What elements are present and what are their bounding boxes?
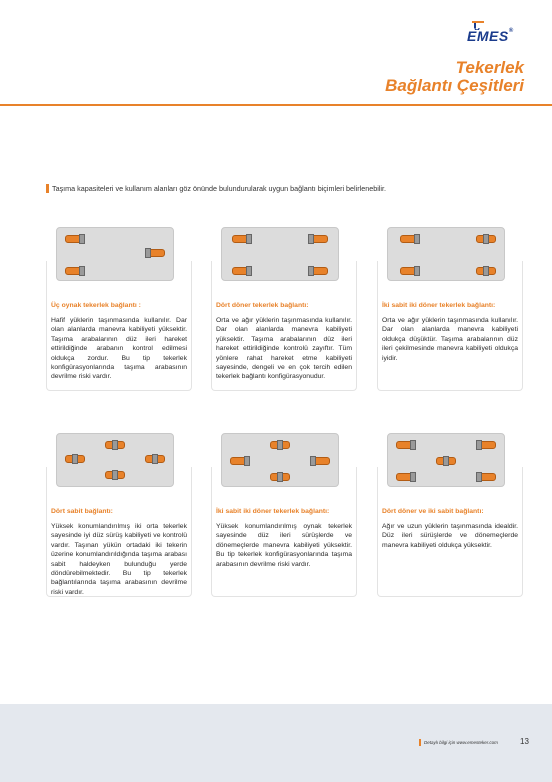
card-text: Hafif yüklerin taşınmasında kullanılır. Dar olan alanlarda manevra kabiliyeti yüksektir. Taşıma arabalarının düz ileri hareket ettirildiğinde arabanın kontrol edilmesi oldukça zordur. Bu tip tekerlek konfigürasyonlarında taşıma arabasının devrilme riski vardır.: [51, 317, 187, 381]
intro-text: Taşıma kapasiteleri ve kullanım alanları göz önünde bulundurularak uygun bağlantı biçimleri belirlenebilir.: [46, 184, 386, 193]
swivel-caster-icon: [232, 234, 252, 244]
card-heading: İki sabit iki döner tekerlek bağlantı:: [382, 302, 496, 309]
swivel-caster-icon: [65, 266, 85, 276]
card-heading: Dört sabit bağlantı:: [51, 508, 113, 515]
accent-bar: [419, 739, 421, 746]
title-line-1: Tekerlek: [455, 58, 524, 77]
cart-plate-diagram: [56, 433, 174, 487]
card-text: Yüksek konumlandırılmış iki orta tekerlek sayesinde iyi düz sürüş kabiliyeti ve kontrolü vardır. Taşınan yükün ortadaki iki tekerin üzerine konumlandırıldığında taşıma arabası sabit haldeyken bulunduğu yerde döndürebilmektedir. Bu tip tekerlek bağlantılarında taşıma arabasının devrilme riski vardır.: [51, 523, 187, 596]
swivel-caster-icon: [310, 456, 330, 466]
cart-plate-diagram: [387, 227, 505, 281]
cart-plate-diagram: [387, 433, 505, 487]
fixed-caster-icon: [476, 266, 496, 276]
page-title: [385, 59, 524, 95]
page-number: 13: [520, 737, 529, 746]
fixed-caster-icon: [436, 456, 456, 466]
swivel-caster-icon: [232, 266, 252, 276]
card-text: Ağır ve uzun yüklerin taşınmasında idealdir. Düz ileri sürüşlerde ve dönemeçlerde manevra kabiliyeti oldukça yüksektir.: [382, 523, 518, 549]
swivel-caster-icon: [145, 248, 165, 258]
card-text: Orta ve ağır yüklerin taşınmasında kullanılır. Dar olan alanlarda manevra kabiliyeti oldukça düşüktür. Taşıma arabalarının düz ileri çekilmesinde manevra kabiliyeti oldukça iyidir.: [382, 317, 518, 362]
title-divider: [0, 104, 552, 106]
card-heading: Dört döner tekerlek bağlantı:: [216, 302, 309, 309]
brand-wordmark: EMES®: [467, 28, 514, 44]
cart-plate-diagram: [221, 227, 339, 281]
card-text: Yüksek konumlandırılmış oynak tekerlek sayesinde düz ileri sürüşlerde ve dönemeçlerde manevra kabiliyeti yüksektir. Bu tip tekerlek konfigürasyonlarında taşıma arabasının devrilme riski vardır.: [216, 523, 352, 568]
swivel-caster-icon: [400, 234, 420, 244]
cart-plate-diagram: [221, 433, 339, 487]
card-heading: Üç oynak tekerlek bağlantı :: [51, 302, 141, 309]
swivel-caster-icon: [308, 266, 328, 276]
fixed-caster-icon: [270, 472, 290, 482]
swivel-caster-icon: [65, 234, 85, 244]
card-heading: Dört döner ve iki sabit bağlantı:: [382, 508, 484, 515]
swivel-caster-icon: [400, 266, 420, 276]
swivel-caster-icon: [396, 440, 416, 450]
swivel-caster-icon: [476, 472, 496, 482]
fixed-caster-icon: [65, 454, 85, 464]
fixed-caster-icon: [476, 234, 496, 244]
fixed-caster-icon: [145, 454, 165, 464]
brand-logo: [464, 20, 526, 46]
swivel-caster-icon: [230, 456, 250, 466]
fixed-caster-icon: [105, 440, 125, 450]
page-footer: [0, 704, 552, 782]
swivel-caster-icon: [476, 440, 496, 450]
fixed-caster-icon: [105, 470, 125, 480]
footer-note: Detaylı bilgi için www.emesteker.com: [419, 739, 498, 746]
accent-bar: [46, 184, 49, 193]
cart-plate-diagram: [56, 227, 174, 281]
card-text: Orta ve ağır yüklerin taşınmasında kullanılır. Dar olan alanlarda manevra kabiliyeti yüksektir. Taşıma arabalarının düz ileri hareket ettirildiğinde kontrolü zayıftır. Tüm yönlere rahat hareket etme kabiliyeti sayesinde, dengeli ve en çok tercih edilen tekerlek bağlantı konfigürasyonudur.: [216, 317, 352, 381]
title-line-2: Bağlantı Çeşitleri: [385, 76, 524, 95]
swivel-caster-icon: [308, 234, 328, 244]
swivel-caster-icon: [396, 472, 416, 482]
card-heading: İki sabit iki döner tekerlek bağlantı:: [216, 508, 330, 515]
fixed-caster-icon: [270, 440, 290, 450]
